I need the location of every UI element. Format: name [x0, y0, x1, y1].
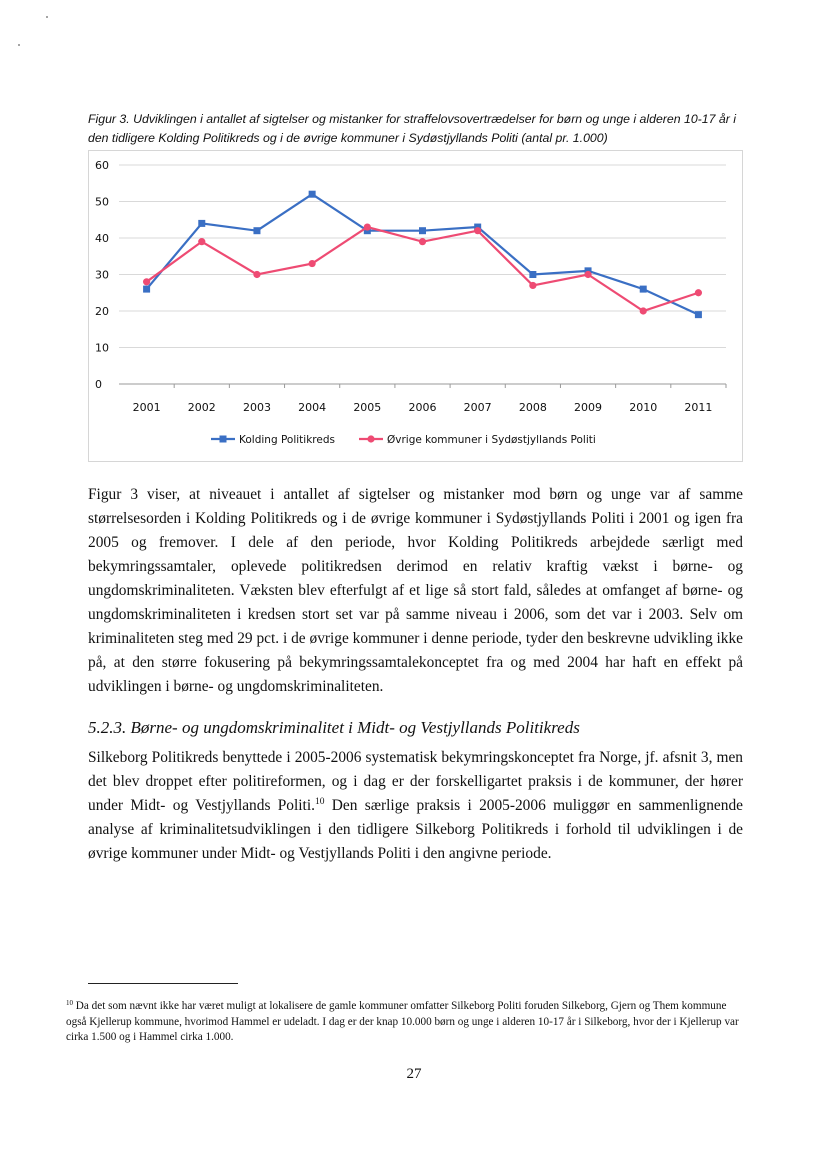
y-tick-label: 30	[95, 268, 109, 282]
footnote-divider	[88, 983, 238, 984]
data-point-circle	[253, 271, 260, 278]
data-point-circle	[364, 223, 371, 230]
legend-marker-square	[220, 436, 227, 443]
data-point-square	[253, 227, 260, 234]
page-number: 27	[406, 1066, 422, 1082]
legend-label: Kolding Politikreds	[239, 434, 335, 446]
footnote-text: Da det som nævnt ikke har været muligt at lokalisere de gamle kommuner omfatter Silkeborg Politi foruden Silkeborg, Gjern og Them kommune også Kjellerup kommune, hvorimod Hammel er udeladt. I dag er der knap 10.000 børn og unge i alderen 10-17 år i Silkeborg, hvor der i Kjellerup var cirka 1.500 og i Hammel cirka 1.000.	[66, 1000, 739, 1043]
data-point-circle	[695, 289, 702, 296]
y-tick-label: 0	[95, 378, 102, 391]
x-tick-label: 2010	[629, 401, 658, 414]
legend-marker-circle	[367, 435, 374, 442]
data-point-square	[529, 271, 536, 278]
data-point-circle	[198, 238, 205, 245]
paragraph-2-text-b: Den særlige praksis i 2005-2006 muliggør en sammenlignende analyse af kriminalitetsudviklingen i den tidligere Silkeborg Politikreds i forhold til udviklingen i de øvrige kommuner under Midt- og Vestjyllands Politi i den angivne periode.	[88, 797, 743, 862]
x-tick-label: 2001	[132, 401, 161, 414]
y-tick-label: 10	[95, 341, 109, 355]
data-point-square	[640, 286, 647, 293]
y-tick-label: 50	[95, 195, 109, 209]
data-point-square	[695, 311, 702, 318]
x-tick-label: 2004	[298, 401, 327, 414]
data-point-square	[198, 220, 205, 227]
footnote-reference[interactable]: 10	[314, 797, 325, 807]
section-heading: 5.2.3. Børne- og ungdomskriminalitet i Midt- og Vestjyllands Politikreds	[88, 718, 580, 737]
x-tick-label: 2007	[463, 401, 492, 414]
data-point-circle	[640, 307, 647, 314]
legend-label: Øvrige kommuner i Sydøstjyllands Politi	[387, 434, 596, 446]
y-tick-label: 60	[95, 159, 109, 172]
y-tick-label: 20	[95, 305, 109, 318]
data-point-circle	[419, 238, 426, 245]
y-tick-label: 40	[95, 232, 109, 245]
body-paragraph-2	[88, 746, 743, 866]
series-line-1	[147, 194, 699, 314]
x-tick-label: 2006	[408, 401, 437, 414]
data-point-square	[143, 286, 150, 293]
data-point-circle	[143, 278, 150, 285]
paragraph-2-text-a: Silkeborg Politikreds benyttede i 2005-2006 systematisk bekymringskonceptet fra Norge, jf. afsnit 3, men det blev droppet efter politireformen, og i dag er der forskelligartet praksis i de kommuner, der hører under Midt- og Vestjyllands Politi.	[88, 749, 743, 814]
x-tick-label: 2009	[574, 401, 603, 414]
chart-svg	[89, 151, 742, 461]
data-point-circle	[529, 282, 536, 289]
data-point-square	[419, 227, 426, 234]
data-point-circle	[309, 260, 316, 267]
footnote	[66, 996, 742, 1046]
data-point-square	[309, 191, 316, 198]
x-tick-label: 2002	[187, 401, 216, 414]
x-tick-label: 2011	[684, 401, 713, 414]
x-tick-label: 2003	[242, 401, 271, 414]
body-paragraph-1: Figur 3 viser, at niveauet i antallet af sigtelser og mistanker mod børn og unge var af samme størrelsesorden i Kolding Politikreds og i de øvrige kommuner i Sydøstjyllands Politi i 2001 og igen fra 2005 og fremover. I dele af den periode, hvor Kolding Politikreds arbejdede særligt med bekymringssamtaler, oplevede politikredsen derimod en relativ kraftig vækst i børne- og ungdomskriminaliteten. Væksten blev efterfulgt af et lige så stort fald, således at omfanget af børne- og ungdomskriminaliteten i kredsen stort set var på samme niveau i 2006, som det var i 2003. Selv om kriminaliteten steg med 29 pct. i de øvrige kommuner i denne periode, tyder den beskrevne udvikling ikke på, at den større fokusering på bekymringssamtalekonceptet fra og med 2004 har haft en effekt på udviklingen i børne- og ungdomskriminaliteten.	[88, 486, 743, 695]
data-point-circle	[474, 227, 481, 234]
data-point-circle	[584, 271, 591, 278]
footnote-number: 10	[66, 999, 73, 1007]
scan-speck	[18, 44, 20, 46]
x-tick-label: 2008	[518, 401, 547, 414]
scan-speck	[46, 16, 48, 18]
x-tick-label: 2005	[353, 401, 382, 414]
line-chart	[88, 150, 743, 462]
figure-caption: Figur 3. Udviklingen i antallet af sigtelser og mistanker for straffelovsovertrædelser for børn og unge i alderen 10-17 år i den tidligere Kolding Politikreds og i de øvrige kommuner i Sydøstjyllands Politi (antal pr. 1.000)	[88, 112, 736, 145]
